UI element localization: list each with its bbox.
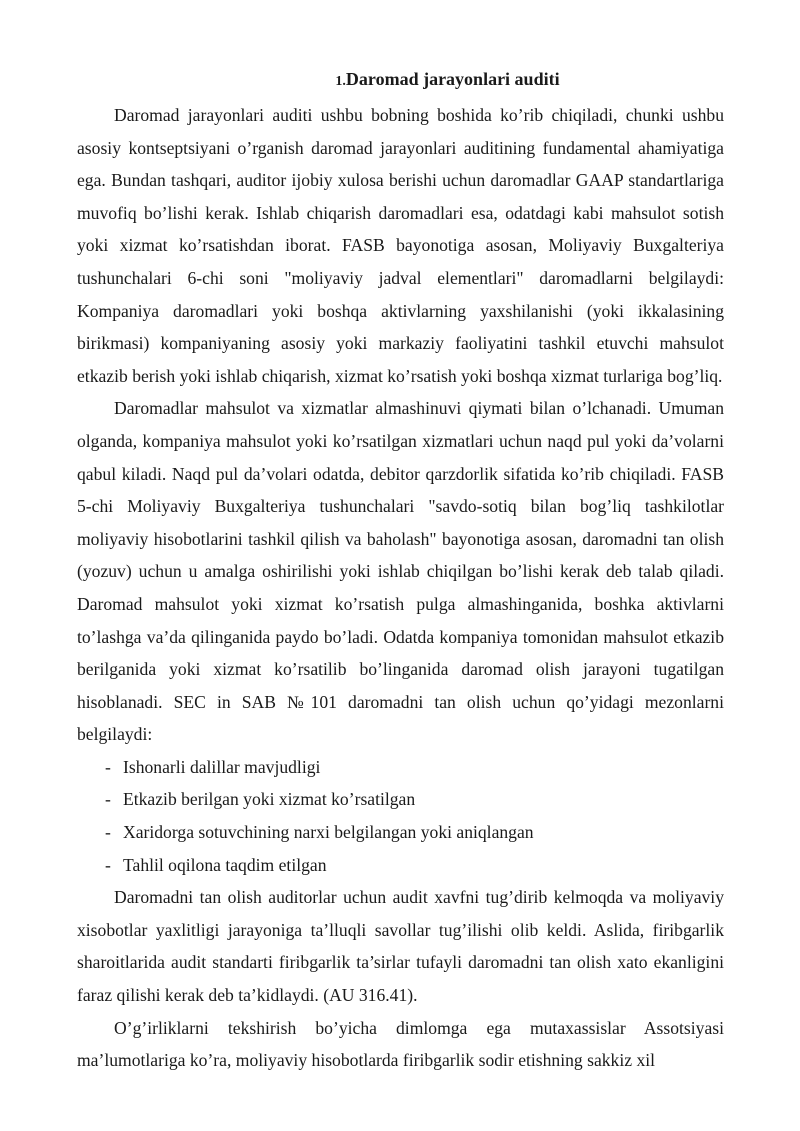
section-title-text: Daromad jarayonlari auditi [345,69,560,89]
list-item: - Tahlil oqilona taqdim etilgan [105,854,327,875]
paragraph-1: Daromad jarayonlari auditi ushbu bobning boshida ko’rib chiqiladi, chunki ushbu asosiy kontseptsiyani o’rganish daromad jarayonlari auditining fundamental ahamiyatiga ega. Bundan tashqari, auditor ijobiy xulosa berishi uchun daromadlar GAAP standartlariga muvofiq bo’lishi kerak. Ishlab chiqarish daromadlari esa, odatdagi kabi mahsulot sotish yoki xizmat ko’rsatishdan iborat. FASB bayonotiga asosan, Moliyaviy Buxgalteriya tushunchalari 6-chi soni "moliyaviy jadval elementlari" daromadlarni belgilaydi: Kompaniya daromadlari yoki boshqa aktivlarning yaxshilanishi (yoki ikkalasining birikmasi) kompaniyaning asosiy yoki markaziy faoliyatini tashkil etuvchi mahsulot etkazib berish yoki ishlab chiqarish, xizmat ko’rsatish yoki boshqa xizmat turlariga bog’liq. [77,105,724,386]
list-item: - Etkazib berilgan yoki xizmat ko’rsatilgan [105,789,416,810]
section-title [171,62,724,99]
criteria-list [77,751,724,881]
list-item: - Xaridorga sotuvchining narxi belgilangan yoki aniqlangan [105,822,534,843]
paragraph-3: Daromadni tan olish auditorlar uchun audit xavfni tug’dirib kelmoqda va moliyaviy xisobotlar yaxlitligi jarayoniga ta’lluqli savollar tug’ilishi olib keldi. Aslida, firibgarlik sharoitlarida audit standarti firibgarlik ta’sirlar tufayli daromadni tan olish xato ekanligini faraz qilishi kerak deb ta’kidlaydi. (AU 316.41). [77,887,724,1006]
paragraph-4: O’g’irliklarni tekshirish bo’yicha dimlomga ega mutaxassislar Assotsiyasi ma’lumotlariga ko’ra, moliyaviy hisobotlarda firibgarlik sodir etishning sakkiz xil [77,1017,724,1071]
section-number: 1. [335,74,346,89]
document-page [77,62,724,1077]
list-item: - Ishonarli dalillar mavjudligi [105,756,321,777]
paragraph-2: Daromadlar mahsulot va xizmatlar almashinuvi qiymati bilan o’lchanadi. Umuman olganda, kompaniya mahsulot yoki ko’rsatilgan xizmatlari uchun naqd pul yoki da’volarni qabul kiladi. Naqd pul da’volari odatda, debitor qarzdorlik sifatida ko’rib chiqiladi. FASB 5-chi Moliyaviy Buxgalteriya tushunchalari "savdo-sotiq bilan bog’liq tashkilotlar moliyaviy hisobotlarini tashkil qilish va baholash" bayonotiga asosan, daromadni tan olish (yozuv) uchun u amalga oshirilishi yoki ishlab chiqilgan bo’lishi kerak deb talab qiladi. Daromad mahsulot yoki xizmat ko’rsatish pulga almashinganida, boshka aktivlarni to’lashga va’da qilinganida paydo bo’ladi. Odatda kompaniya tomonidan mahsulot etkazib berilganida yoki xizmat ko’rsatilib bo’linganida daromad olish jarayoni tugatilgan hisoblanadi. SEC in SAB №101 daromadni tan olish uchun qo’yidagi mezonlarni belgilaydi: [77,398,724,745]
